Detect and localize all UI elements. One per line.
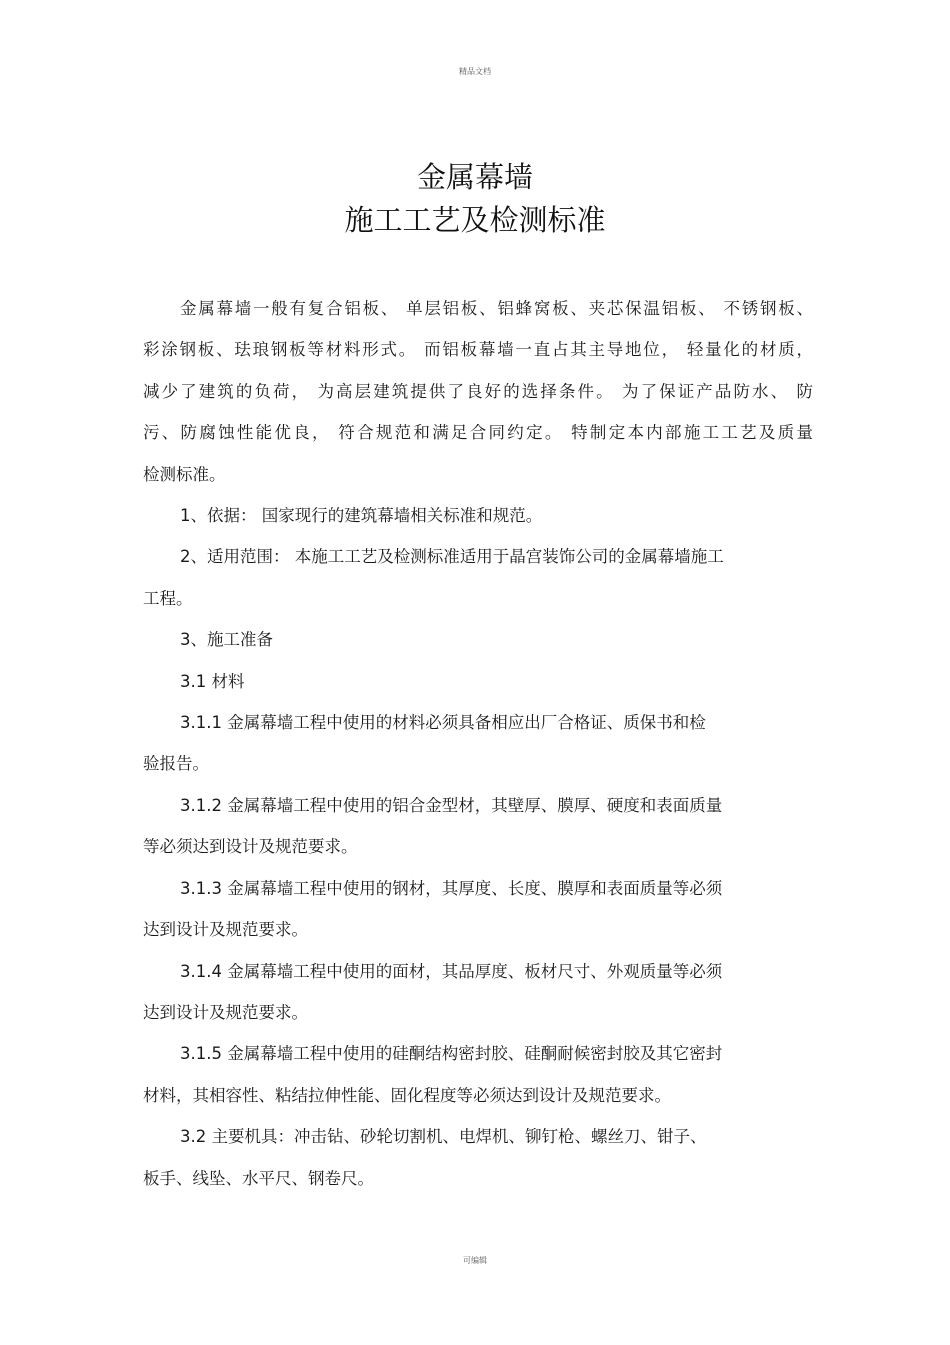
text-line: 3、施工准备 <box>180 630 273 650</box>
text-line: 金属幕墙一般有复合铝板、 单层铝板、铝蜂窝板、夹芯保温铝板、 不锈钢板、 <box>180 299 813 318</box>
document-body <box>143 288 813 1199</box>
text-line: 3.2 主要机具：冲击钻、砂轮切割机、电焊机、铆钉枪、螺丝刀、钳子、 <box>180 1127 707 1147</box>
paragraph-scope <box>143 536 813 619</box>
text-line: 污、防腐蚀性能优良， 符合规范和满足合同约定。 特制定本内部施工工艺及质量 <box>143 423 813 443</box>
text-line: 等必须达到设计及规范要求。 <box>143 837 358 857</box>
clause-3-1-1 <box>143 702 813 785</box>
clause-3-2-tools <box>143 1116 813 1199</box>
text-line: 减少了建筑的负荷， 为高层建筑提供了良好的选择条件。 为了保证产品防水、 防 <box>143 381 813 401</box>
footer-note: 可编辑 <box>463 1256 487 1265</box>
text-line: 达到设计及规范要求。 <box>143 920 308 940</box>
text-line: 材料，其相容性、粘结拉伸性能、固化程度等必须达到设计及规范要求。 <box>143 1085 671 1105</box>
text-line: 彩涂钢板、珐琅钢板等材料形式。 而铝板幕墙一直占其主导地位， 轻量化的材质， <box>143 340 813 360</box>
text-line: 3.1 材料 <box>180 671 245 691</box>
text-line: 工程。 <box>143 588 193 608</box>
section-heading-preparation <box>143 619 813 660</box>
clause-3-1-5 <box>143 1033 813 1116</box>
text-line: 3.1.3 金属幕墙工程中使用的钢材，其厚度、长度、膜厚和表面质量等必须 <box>180 878 723 898</box>
paragraph-intro <box>143 288 813 495</box>
clause-3-1-4 <box>143 951 813 1034</box>
document-title-line-1: 金属幕墙 <box>416 160 533 194</box>
text-line: 3.1.2 金属幕墙工程中使用的铝合金型材，其壁厚、膜厚、硬度和表面质量 <box>180 795 723 815</box>
document-title-line-2: 施工工艺及检测标准 <box>344 203 606 237</box>
text-line: 3.1.4 金属幕墙工程中使用的面材，其品厚度、板材尺寸、外观质量等必须 <box>180 961 723 981</box>
text-line: 3.1.1 金属幕墙工程中使用的材料必须具备相应出厂合格证、质保书和检 <box>180 713 706 733</box>
section-heading-materials <box>143 661 813 702</box>
clause-3-1-3 <box>143 868 813 951</box>
text-line: 板手、线坠、水平尺、钢卷尺。 <box>143 1168 374 1188</box>
clause-3-1-2 <box>143 785 813 868</box>
text-line: 3.1.5 金属幕墙工程中使用的硅酮结构密封胶、硅酮耐候密封胶及其它密封 <box>180 1044 723 1064</box>
header-note: 精品文档 <box>459 67 491 76</box>
text-line: 检测标准。 <box>143 464 226 484</box>
text-line: 验报告。 <box>143 754 209 774</box>
text-line: 达到设计及规范要求。 <box>143 1002 308 1022</box>
paragraph-basis <box>143 495 813 536</box>
text-line: 1、依据： 国家现行的建筑幕墙相关标准和规范。 <box>180 506 543 526</box>
text-line: 2、适用范围： 本施工工艺及检测标准适用于晶宫装饰公司的金属幕墙施工 <box>180 547 724 567</box>
